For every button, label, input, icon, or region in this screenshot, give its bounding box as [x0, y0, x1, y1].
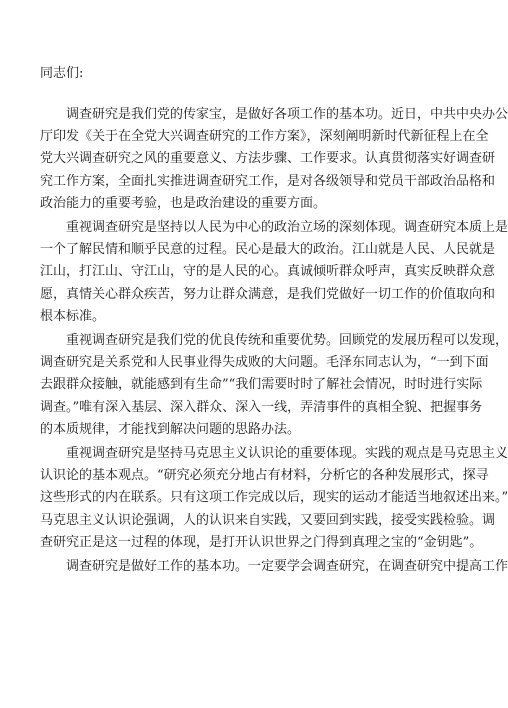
text-line: 党大兴调查研究之风的重要意义、方法步骤、工作要求。认真贯彻落实好调查研	[40, 151, 496, 167]
text-line: 认识论的基本观点。“研究必须充分地占有材料，分析它的各种发展形式，探寻	[40, 468, 489, 484]
text-line: 调查。”唯有深入基层、深入群众、深入一线，弄清事件的真相全貌、把握事务	[40, 399, 483, 415]
text-line: 政治能力的重要考验，也是政治建设的重要方面。	[40, 195, 327, 211]
salutation: 同志们:	[40, 66, 84, 81]
text-line: 调查研究是我们党的传家宝，是做好各项工作的基本功。近日，中共中央办公	[66, 107, 508, 122]
text-line: 马克思主义认识论强调，人的认识来自实践，又要回到实践，接受实践检验。调	[40, 512, 496, 528]
text-line: 调查研究是做好工作的基本功。一定要学会调查研究，在调查研究中提高工作	[66, 559, 508, 575]
paragraph	[40, 104, 508, 215]
document-body	[40, 104, 508, 580]
text-line: 厅印发《关于在全党大兴调查研究的工作方案》，深刻阐明新时代新征程上在全	[40, 129, 489, 145]
paragraph	[40, 443, 508, 554]
text-line: 这些形式的内在联系。只有这项工作完成以后，现实的运动才能适当地叙述出来。”	[40, 490, 508, 506]
text-line: 江山，打江山、守江山，守的是人民的心。真诚倾听群众呼声，真实反映群众意	[40, 264, 496, 280]
text-line: 一个了解民情和顺乎民意的过程。民心是最大的政治。江山就是人民、人民就是	[40, 242, 496, 258]
text-line: 重视调查研究是坚持马克思主义认识论的重要体现。实践的观点是马克思主义	[66, 446, 508, 462]
text-line: 根本标准。	[40, 308, 106, 324]
text-line: 究工作方案，全面扎实推进调查研究工作，是对各级领导和党员干部政治品格和	[40, 173, 496, 189]
paragraph	[40, 217, 508, 328]
text-line: 去跟群众接触，就能感到有生命”“我们需要时时了解社会情况，时时进行实际	[40, 377, 483, 393]
text-line: 的本质规律，才能找到解决问题的思路办法。	[40, 421, 301, 437]
paragraph	[40, 556, 508, 578]
text-line: 愿，真情关心群众疾苦，努力让群众满意，是我们党做好一切工作的价值取向和	[40, 286, 496, 302]
text-line: 重视调查研究是坚持以人民为中心的政治立场的深刻体现。调查研究本质上是	[66, 220, 508, 236]
paragraph	[40, 330, 508, 441]
text-line: 重视调查研究是我们党的优良传统和重要优势。回顾党的发展历程可以发现，	[66, 333, 508, 349]
text-line: 调查研究是关系党和人民事业得失成败的大问题。毛泽东同志认为，“一到下面	[40, 355, 489, 371]
text-line: 查研究正是这一过程的体现，是打开认识世界之门得到真理之宝的“金钥匙”。	[40, 534, 483, 550]
